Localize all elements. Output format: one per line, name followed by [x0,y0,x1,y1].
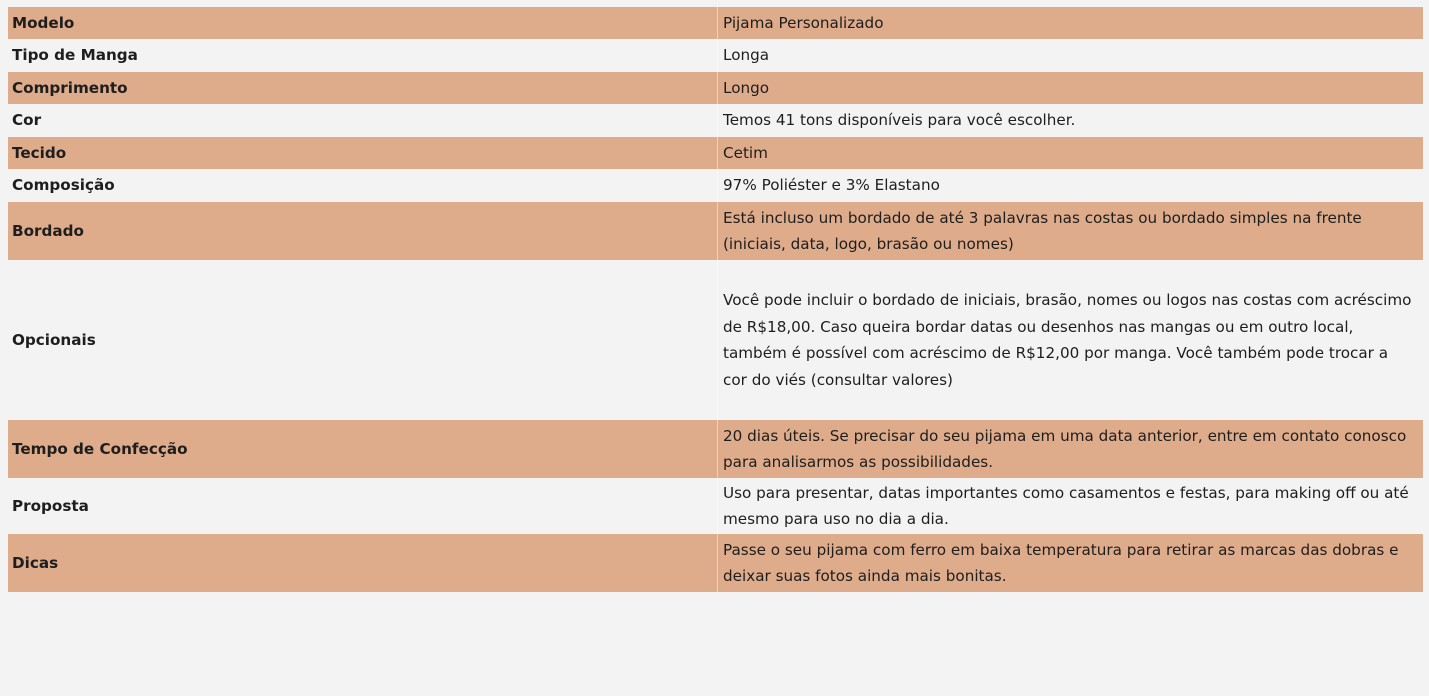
spec-label: Tipo de Manga [8,39,717,72]
spec-value: Você pode incluir o bordado de iniciais, brasão, nomes ou logos nas costas com acréscimo de R$18,00. Caso queira bordar datas ou desenhos nas mangas ou em outro local, também é possível com acréscimo de R$12,00 por manga. Você também pode trocar a cor do viés (consultar valores) [717,260,1423,420]
spec-label: Composição [8,169,717,202]
spec-value: Está incluso um bordado de até 3 palavras nas costas ou bordado simples na frente (iniciais, data, logo, brasão ou nomes) [717,202,1423,260]
spec-label: Bordado [8,202,717,260]
spec-value: 20 dias úteis. Se precisar do seu pijama em uma data anterior, entre em contato conosco para analisarmos as possibilidades. [717,420,1423,478]
spec-row-comprimento [8,72,1423,104]
spec-row-tempo-de-confeccao [8,420,1423,478]
spec-label: Tempo de Confecção [8,420,717,478]
spec-row-tipo-de-manga [8,39,1423,72]
spec-value: 97% Poliéster e 3% Elastano [717,169,1423,202]
spec-row-opcionais [8,260,1423,420]
spec-label: Cor [8,104,717,137]
spec-row-cor [8,104,1423,137]
spec-label: Modelo [8,7,717,39]
spec-value: Longa [717,39,1423,72]
product-spec-table [8,7,1423,592]
spec-row-modelo [8,7,1423,39]
spec-label: Tecido [8,137,717,169]
spec-row-composicao [8,169,1423,202]
spec-row-tecido [8,137,1423,169]
spec-value: Pijama Personalizado [717,7,1423,39]
spec-value: Passe o seu pijama com ferro em baixa temperatura para retirar as marcas das dobras e deixar suas fotos ainda mais bonitas. [717,534,1423,592]
spec-value: Temos 41 tons disponíveis para você escolher. [717,104,1423,137]
spec-row-proposta [8,478,1423,534]
spec-label: Comprimento [8,72,717,104]
spec-row-bordado [8,202,1423,260]
spec-label: Opcionais [8,260,717,420]
spec-label: Proposta [8,478,717,534]
spec-row-dicas [8,534,1423,592]
spec-value: Longo [717,72,1423,104]
spec-label: Dicas [8,534,717,592]
spec-value: Cetim [717,137,1423,169]
spec-value: Uso para presentar, datas importantes como casamentos e festas, para making off ou até mesmo para uso no dia a dia. [717,478,1423,534]
